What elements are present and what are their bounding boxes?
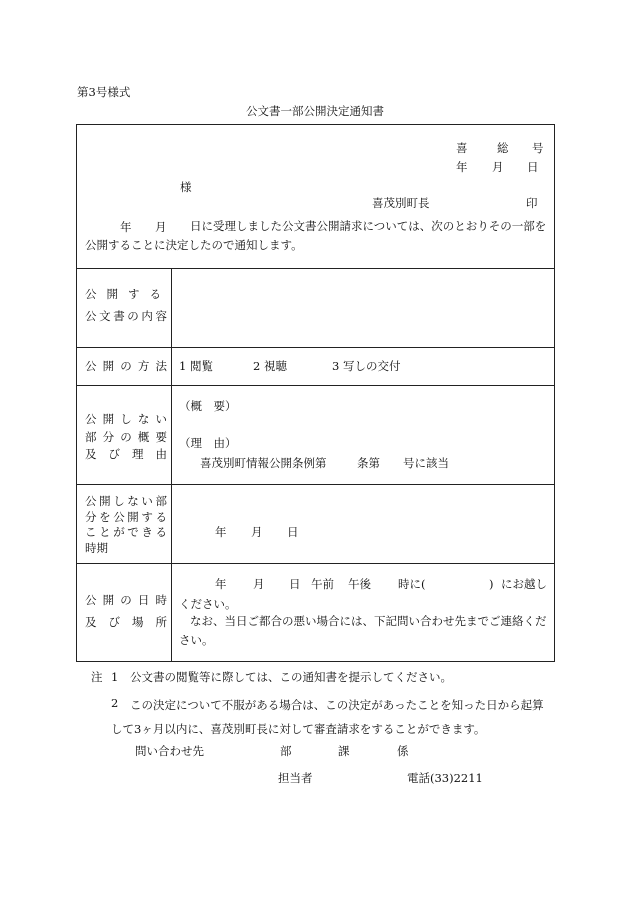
- label-line: 及 び 場 所: [85, 614, 167, 629]
- doc-number-2: 総: [497, 141, 509, 155]
- schedule-pm: 午後: [348, 577, 371, 591]
- schedule-am: 午前: [311, 577, 334, 591]
- label-method: [85, 361, 167, 383]
- schedule-line2: ください。: [179, 597, 237, 611]
- schedule-time: 時に(: [398, 577, 426, 591]
- schedule-month: 月: [253, 577, 265, 591]
- method-option-1: 1 閲覧: [179, 359, 213, 373]
- label-line: 公 開 す る: [85, 287, 161, 301]
- issuer: 喜茂別町長: [372, 196, 430, 210]
- date-day: 日: [527, 160, 539, 174]
- row-divider: [77, 385, 554, 386]
- label-line: 公 開 し な い: [85, 412, 167, 426]
- ordinance-part-3: 号に該当: [403, 456, 449, 470]
- label-line: 部 分 の 概 要: [85, 429, 167, 444]
- label-content: [85, 289, 167, 332]
- row-divider: [77, 347, 554, 348]
- contact-staff: 担当者: [278, 771, 313, 785]
- addressee-suffix: 様: [180, 180, 192, 194]
- intro-text: 日に受理しました公文書公開請求については、次のとおりその一部を公開することに決定したので通知します。: [85, 219, 547, 252]
- label-line: 時 期: [85, 540, 108, 555]
- label-future: [85, 496, 167, 564]
- schedule-line3: なお、当日ご都合の悪い場合には、下記問い合わせ先までご連絡ください。: [179, 614, 547, 647]
- schedule-year: 年: [215, 577, 227, 591]
- label-line: 公 開 の 方 法: [85, 359, 167, 373]
- contact-label: 問い合わせ先: [135, 744, 204, 758]
- date-month: 月: [492, 160, 504, 174]
- label-line: 公 開 の 日 時: [85, 593, 167, 607]
- intro-year: 年: [120, 220, 132, 234]
- row-divider: [77, 484, 554, 485]
- note-2-num: 2: [111, 696, 119, 710]
- seal: 印: [526, 196, 538, 210]
- future-day: 日: [287, 525, 299, 539]
- ordinance-part-2: 条第: [357, 456, 380, 470]
- label-line: 公 開 し な い 部: [85, 494, 167, 508]
- label-line: こ と が で き る: [85, 525, 167, 539]
- schedule-paren-close: ): [489, 577, 494, 591]
- form-table: [76, 124, 555, 662]
- reason-heading: （理 由）: [179, 436, 237, 450]
- contact-dept: 部: [280, 744, 292, 758]
- method-option-2: 2 視聴: [253, 359, 287, 373]
- label-line: 及 び 理 由: [85, 447, 167, 461]
- form-number: 第3号様式: [77, 85, 131, 99]
- schedule-visit: にお越し: [501, 577, 547, 591]
- date-year: 年: [456, 160, 468, 174]
- label-line: 分 を 公 開 す る: [85, 509, 167, 524]
- note-2-text: この決定について不服がある場合は、この決定があったことを知った日から起算して3ヶ月以内に、喜茂別町長に対して審査請求をすることができます。: [111, 698, 544, 736]
- label-non-disclosed: [85, 414, 167, 471]
- label-line: 公 文 書 の 内 容: [85, 308, 167, 323]
- ordinance-part-1: 喜茂別町情報公開条例第: [200, 456, 327, 470]
- summary-heading: （概 要）: [179, 399, 237, 413]
- intro-month: 月: [155, 220, 167, 234]
- contact-section: 課: [338, 744, 350, 758]
- doc-number-1: 喜: [456, 141, 468, 155]
- doc-number-3: 号: [532, 141, 544, 155]
- label-schedule: [85, 595, 167, 638]
- note-1-text: 公文書の閲覧等に際しては、この通知書を提示してください。: [130, 670, 452, 684]
- schedule-day: 日: [289, 577, 301, 591]
- column-divider: [171, 268, 172, 661]
- page-title: 公文書一部公開決定通知書: [246, 104, 384, 118]
- notes-prefix: 注: [91, 670, 103, 684]
- future-month: 月: [251, 525, 263, 539]
- method-option-3: 3 写しの交付: [332, 359, 401, 373]
- contact-phone: 電話(33)2211: [407, 771, 483, 785]
- future-year: 年: [215, 525, 227, 539]
- row-divider: [77, 268, 554, 269]
- contact-unit: 係: [397, 744, 409, 758]
- note-1-num: 1: [111, 670, 119, 684]
